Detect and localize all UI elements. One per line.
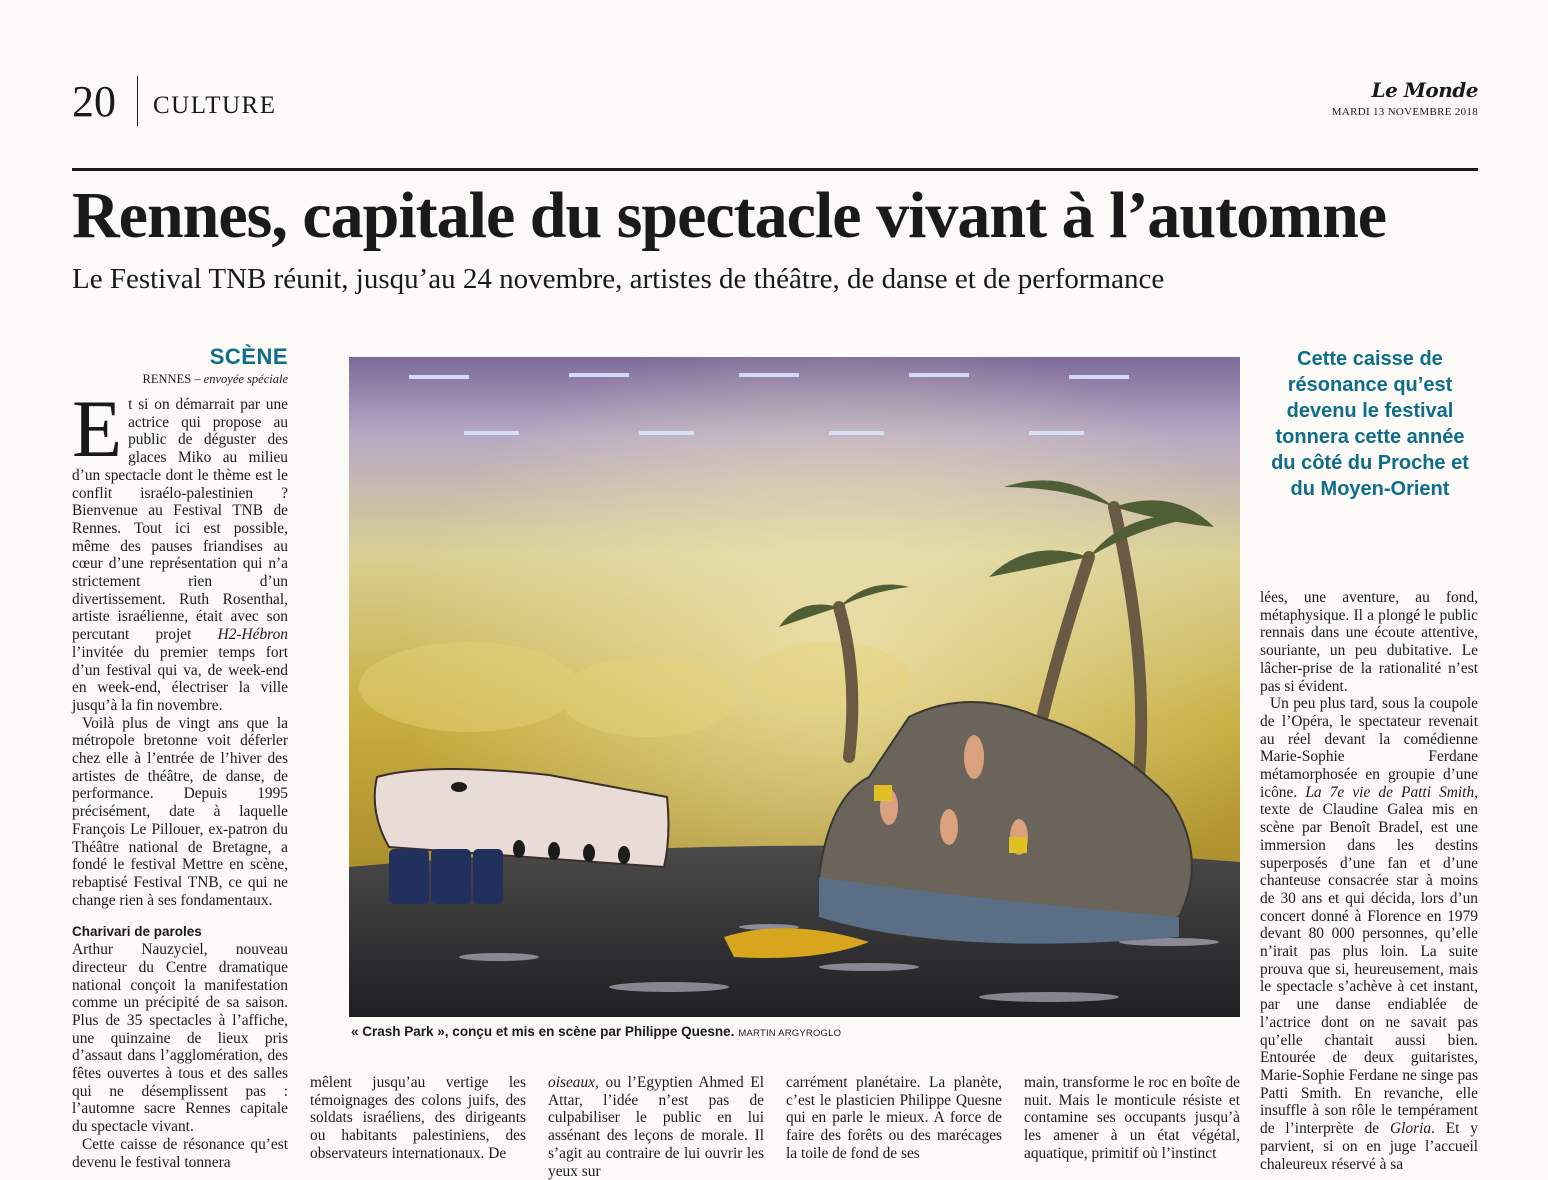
paragraph: [548, 1074, 764, 1180]
stage-photo: [349, 357, 1240, 1017]
paragraph: Arthur Nauzyciel, nouveau directeur du Centre dramatique national conçoit la manifestation comme un précipité de sa saison. Plus de 35 spectacles à l’affiche, une quinzaine de lieux pris d’assaut dans l’agglomération, des fêtes ouvertes à tous et des salles qui ne désemplissent pas : l’automne sacre Rennes capitale du spectacle vivant.: [72, 941, 288, 1136]
subhead: Charivari de paroles: [72, 924, 202, 940]
paragraph-text: , texte de Claudine Galea mis en scène par Benoît Bradel, est une immersion dans les destins superposés d’une fan et d’une chanteuse consacrée star à moins de 30 ans et qui décida, lors d’un concert donné à Florence en 1979 devant 80 000 personnes, qu’elle n’irait pas plus loin. La suite prouva que si, heureusement, mais le spectacle s’achève à cet instant, par une danse endiablée de l’actrice dont on ne savait pas qu’elle chantait aussi bien. Entourée de deux guitaristes, Marie-Sophie Ferdane ne singe pas Patti Smith. En revanche, elle insuffle à son rôle le tempérament de l’interprète de: [1260, 783, 1479, 1138]
issue-date: MARDI 13 NOVEMBRE 2018: [1331, 106, 1478, 118]
top-rule: [72, 168, 1478, 171]
masthead-logo: Le Monde: [1371, 78, 1478, 102]
paragraph-text: t si on démarrait par une actrice qui propose au public de déguster des glaces Miko au milieu d’un spectacle dont le thème est le conflit israélo-palestinien ? Bienvenue au Festival TNB de Rennes. Tout ici est possible, même des pauses friandises au cœur d’une représentation qui n’a strictement rien d’un divertissement. Ruth Rosenthal, artiste israélienne, était avec son percutant projet: [72, 396, 288, 644]
article-column-3: [548, 1074, 764, 1180]
article-column-2: [310, 1074, 526, 1163]
kicker: SCÈNE: [209, 344, 288, 369]
article-column-4: [786, 1074, 1002, 1163]
photo-credit: MARTIN ARGYROGLO: [738, 1028, 842, 1039]
byline-place: RENNES –: [142, 372, 201, 386]
work-title: La 7e vie de Patti Smith: [1305, 783, 1475, 801]
byline: [143, 372, 288, 387]
work-title: H2-Hébron: [217, 626, 288, 644]
paragraph: [72, 383, 288, 715]
photo-caption: [351, 1024, 841, 1039]
page-number: 20: [72, 77, 116, 126]
pull-quote: Cette caisse de résonance qu’est devenu le festival tonnera cette année du côté du Proche et du Moyen-Orient: [1271, 348, 1469, 500]
article-column-5: [1024, 1074, 1240, 1163]
paragraph-text: ou l’Egyptien Ahmed El Attar, l’idée n’est pas de culpabiliser le public en lui assénant des leçons de morale. Il s’agit au contraire de lui ouvrir les yeux sur: [548, 1074, 764, 1180]
headline: Rennes, capitale du spectacle vivant à l’automne: [72, 179, 1387, 252]
paragraph: lées, une aventure, au fond, métaphysique. Il a plongé le public rennais dans une écoute attentive, souriante, un peu dubitative. Le lâcher-prise de la rationalité n’est pas si évident.: [1260, 589, 1478, 695]
article-column-1: [72, 383, 288, 1171]
work-title: oiseaux,: [548, 1074, 599, 1091]
dropcap: E: [72, 383, 123, 474]
paragraph-text: Un peu plus tard, sous la coupole de l’Opéra, le spectateur revenait au réel devant la comédienne Marie-Sophie Ferdane métamorphosée en groupie d’une icône.: [1260, 695, 1478, 801]
header-divider: [137, 76, 138, 126]
paragraph: main, transforme le roc en boîte de nuit. Mais le monticule résiste et contamine ses occupants jusqu’à les amener à un état végétal, aquatique, primitif où l’instinct: [1024, 1074, 1240, 1162]
section-label: CULTURE: [153, 92, 277, 119]
standfirst: Le Festival TNB réunit, jusqu’au 24 novembre, artistes de théâtre, de danse et de performance: [72, 263, 1165, 295]
paragraph: Cette caisse de résonance qu’est devenu le festival tonnera: [72, 1135, 288, 1171]
article-column-right: [1260, 589, 1478, 1173]
caption-text: « Crash Park », conçu et mis en scène par Philippe Quesne.: [351, 1024, 735, 1039]
paragraph-text: . Et y parvient, si on en juge l’accueil chaleureux réservé à sa: [1260, 1120, 1478, 1173]
paragraph: [1260, 695, 1478, 1173]
paragraph: carrément planétaire. La planète, c’est le plasticien Philippe Quesne qui en parle le mieux. A force de faire des forêts ou des marécages la toile de fond de ses: [786, 1074, 1002, 1162]
paragraph: Voilà plus de vingt ans que la métropole bretonne voit déferler chez elle à l’entrée de l’hiver des artistes de théâtre, de danse, de performance. Depuis 1995 précisément, date à laquelle François Le Pillouer, ex-patron du Théâtre national de Bretagne, a fondé le festival Mettre en scène, rebaptisé Festival TNB, ce qui ne change rien à ses fondamentaux.: [72, 714, 288, 909]
work-title: Gloria: [1390, 1120, 1432, 1138]
paragraph: mêlent jusqu’au vertige les témoignages des colons juifs, des soldats israéliens, des dirigeants ou habitants palestiniens, des observateurs internationaux. De: [310, 1074, 526, 1162]
paragraph-text: l’invitée du premier temps fort d’un festival qui va, de week-end en week-end, électriser la ville jusqu’à la fin novembre.: [72, 643, 288, 714]
byline-role: envoyée spéciale: [203, 372, 288, 386]
